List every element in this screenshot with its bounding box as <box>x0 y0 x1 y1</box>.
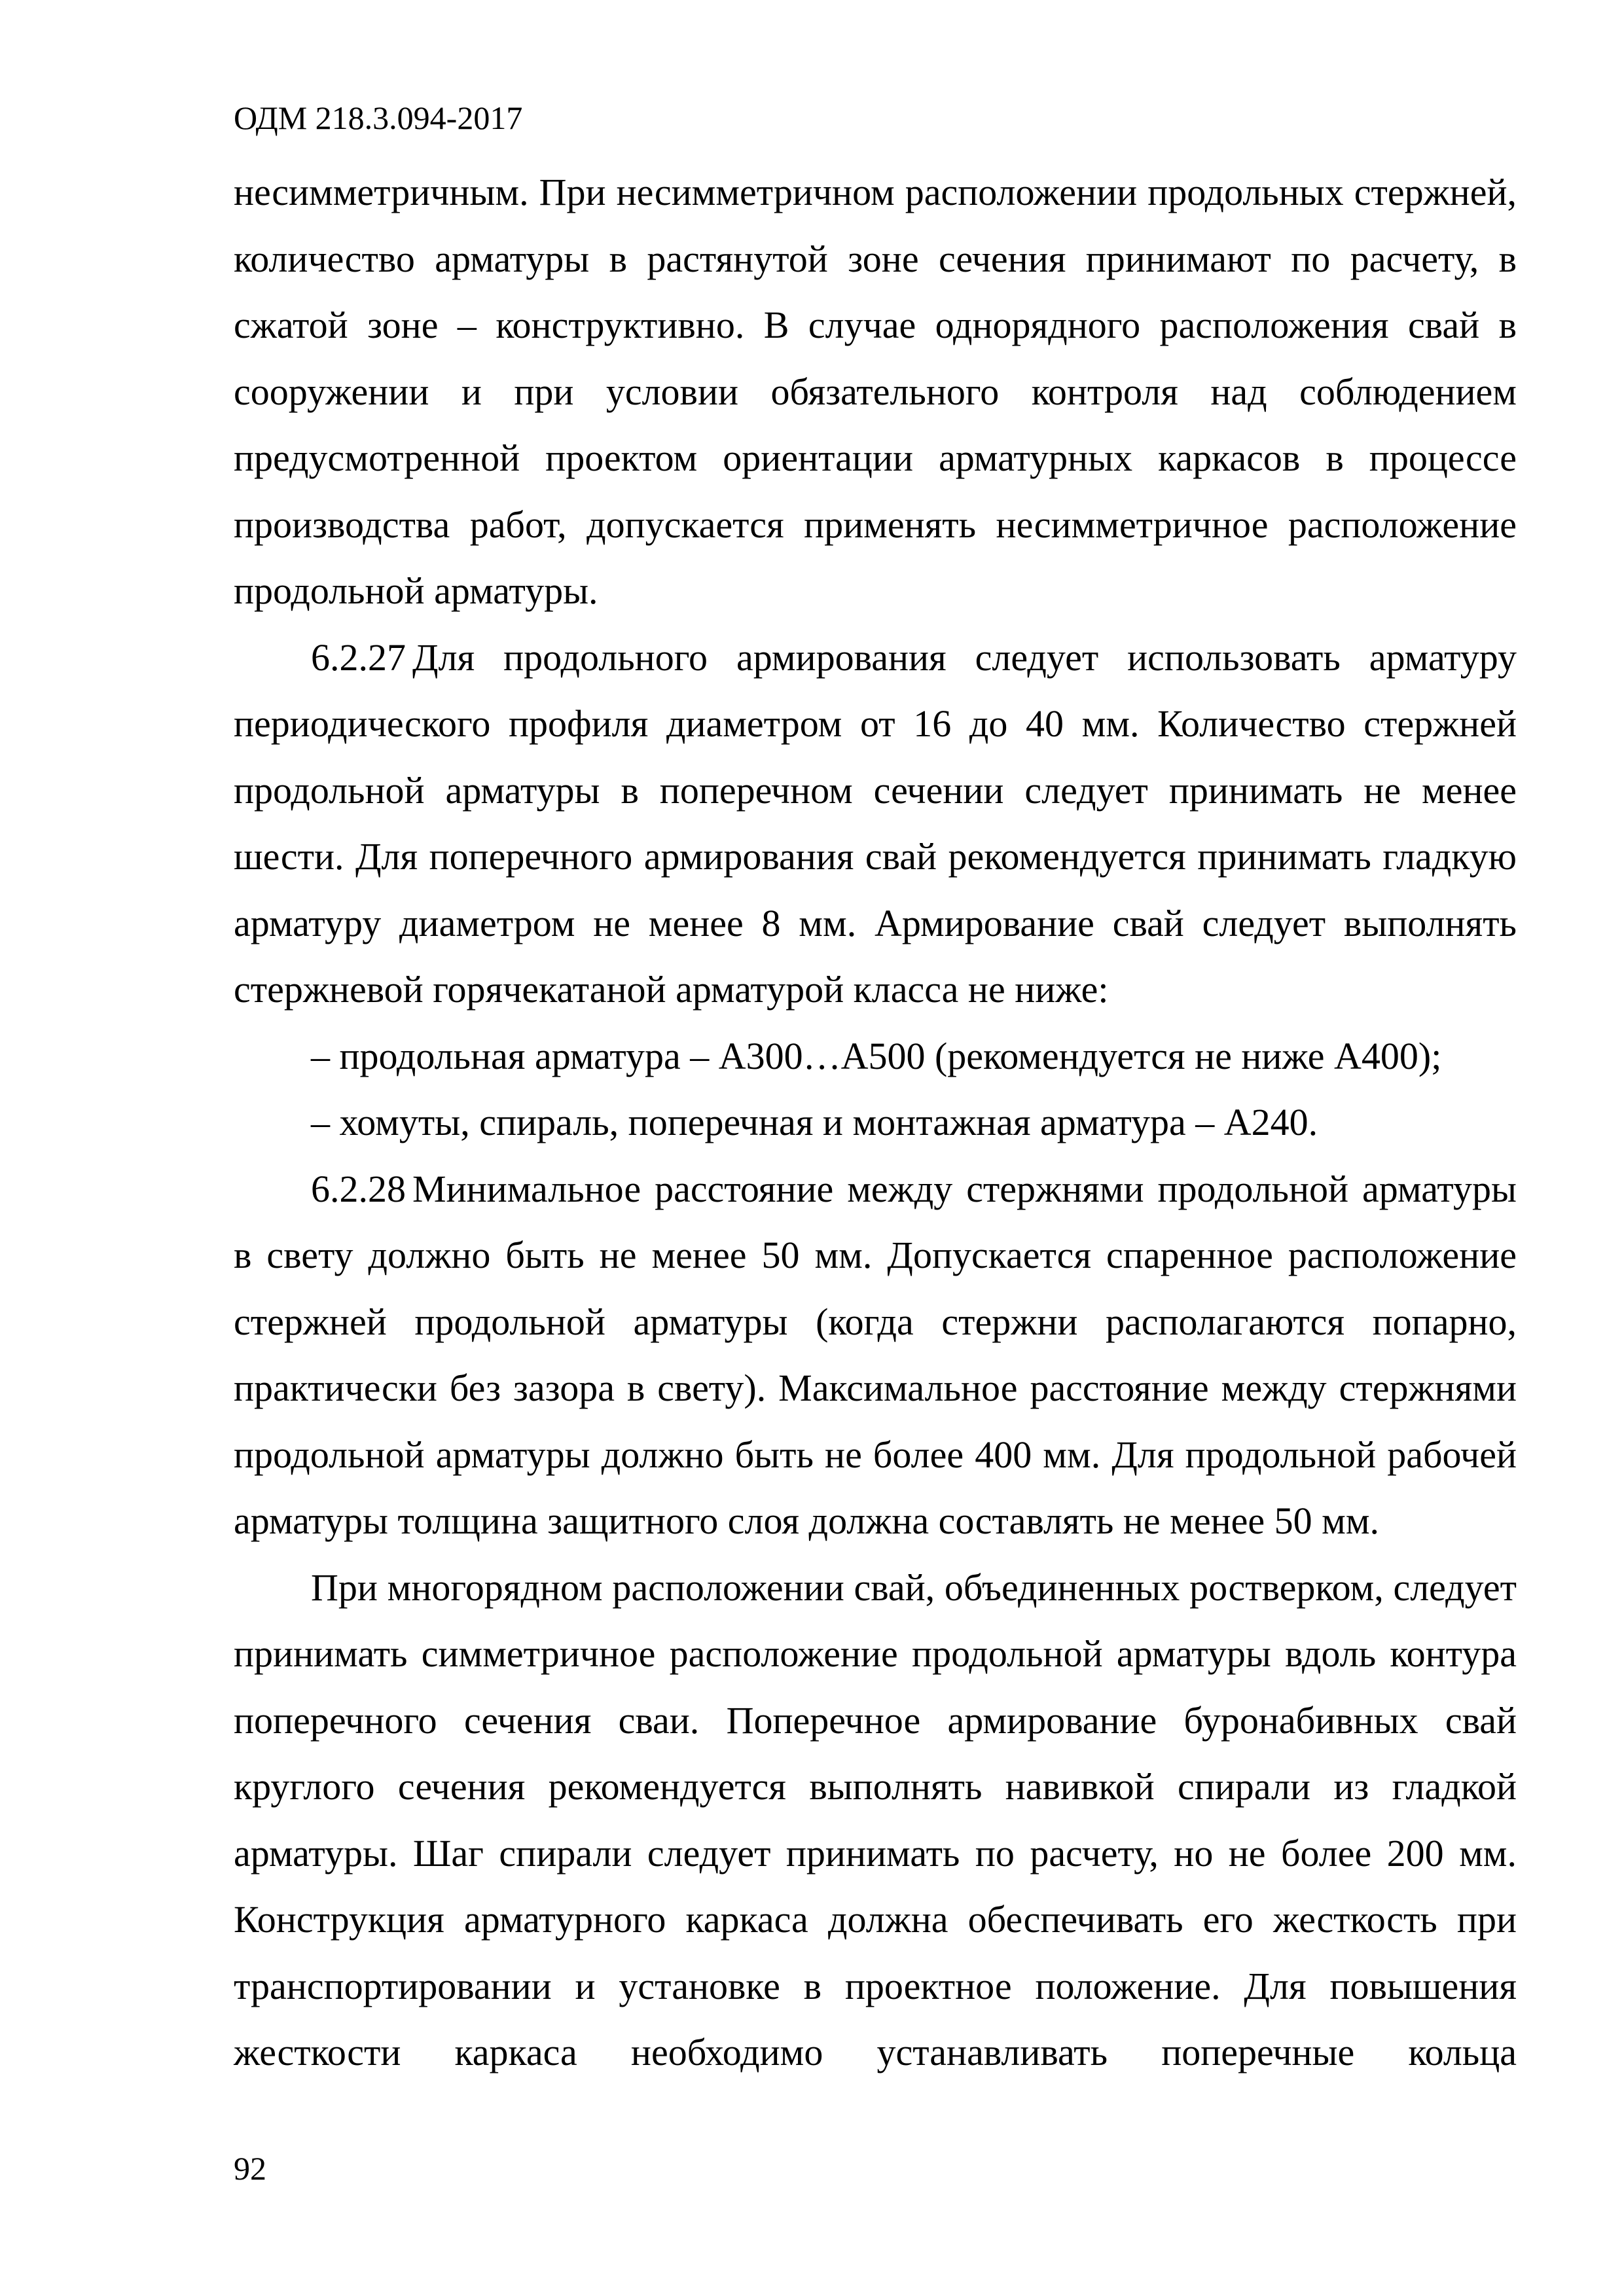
list-item-stirrups: – хомуты, спираль, поперечная и монтажная арматура – А240. <box>311 1101 1318 1143</box>
body-text <box>234 159 1517 2086</box>
page-number: 92 <box>234 2150 266 2187</box>
list-item-longitudinal: – продольная арматура – А300…А500 (рекомендуется не ниже А400); <box>311 1034 1442 1077</box>
clause-text: Минимальное расстояние между стержнями продольной арматуры в свету должно быть не менее 50 мм. Допускается спаренное расположение стержней продольной арматуры (когда стержни располагаются попарно, практически без зазора в свету). Максимальное расстояние между стержнями продольной арматуры должно быть не более 400 мм. Для продольной рабочей арматуры толщина защитного слоя должна составлять не менее 50 мм. <box>234 1167 1517 1542</box>
document-code-header: ОДМ 218.3.094-2017 <box>234 99 523 136</box>
paragraph-clause-6-2-28 <box>234 1156 1517 1554</box>
paragraph-continuation: несимметричным. При несимметричном расположении продольных стержней, количество арматуры в растянутой зоне сечения принимают по расчету, в сжатой зоне – конструктивно. В случае однорядного расположения свай в сооружении и при условии обязательного контроля над соблюдением предусмотренной проектом ориентации арматурных каркасов в процессе производства работ, допускается применять несимметричное расположение продольной арматуры. <box>234 171 1517 612</box>
paragraph-clause-6-2-27 <box>234 624 1517 1023</box>
clause-text: Для продольного армирования следует использовать арматуру периодического профиля диаметром от 16 до 40 мм. Количество стержней продольной арматуры в поперечном сечении следует принимать не менее шести. Для поперечного армирования свай рекомендуется принимать гладкую арматуру диаметром не менее 8 мм. Армирование свай следует выполнять стержневой горячекатаной арматурой класса не ниже: <box>234 636 1517 1011</box>
clause-number: 6.2.27 <box>311 636 406 679</box>
clause-number: 6.2.28 <box>311 1167 406 1210</box>
paragraph-multirow: При многорядном расположении свай, объединенных ростверком, следует принимать симметричное расположение продольной арматуры вдоль контура поперечного сечения сваи. Поперечное армирование буронабивных свай круглого сечения рекомендуется выполнять навивкой спирали из гладкой арматуры. Шаг спирали следует принимать по расчету, но не более 200 мм. Конструкция арматурного каркаса должна обеспечивать его жесткость при транспортировании и установке в проектное положение. Для повышения жесткости каркаса необходимо устанавливать поперечные кольца <box>234 1566 1517 2073</box>
